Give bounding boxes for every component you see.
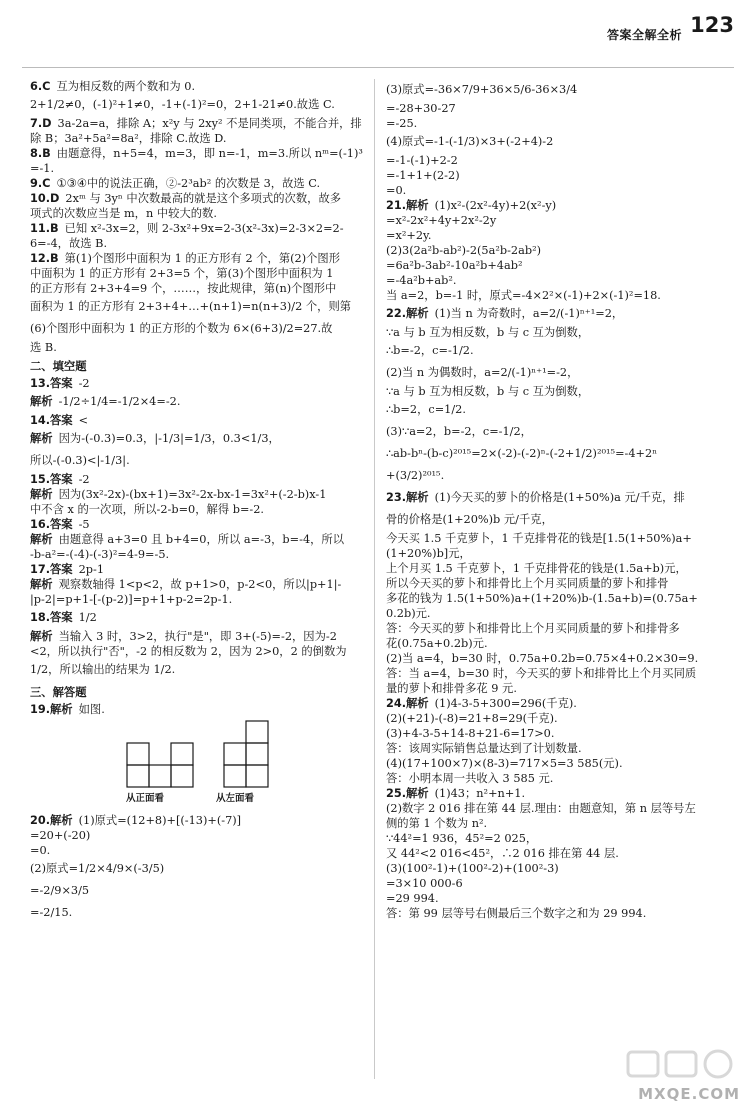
answer-text: 上个月买 1.5 千克萝卜，1 千克排骨花的钱是(1.5a+b)元， (386, 562, 687, 575)
answer-line (30, 281, 366, 296)
answer-line (386, 228, 722, 243)
answer-text: ∵44²=1 936，45²=2 025， (386, 832, 538, 845)
answer-text: 2xᵐ 与 3yⁿ 中次数最高的就是这个多项式的次数，故多 (65, 192, 342, 205)
answer-text: ∵a 与 b 互为相反数，b 与 c 互为倒数， (386, 326, 590, 339)
answer-line (30, 296, 366, 318)
answer-text: (4)(17+100×7)×(8-3)=717×5=3 585(元). (386, 757, 623, 770)
answer-text: =-28+30-27 (386, 102, 456, 115)
answer-label: 8.B (30, 147, 51, 160)
answer-text: 答：今天买的萝卜和排骨比上个月买同质量的萝卜和排骨多 (386, 622, 680, 635)
answer-text: 答：第 99 层等号右侧最后三个数字之和为 29 994. (386, 907, 647, 920)
answer-line (386, 861, 722, 876)
answer-line (386, 816, 722, 831)
answer-item (30, 562, 366, 577)
answer-line (30, 607, 366, 629)
answer-text: 花(0.75a+0.2b)元. (386, 637, 488, 650)
answer-line (386, 906, 722, 921)
answer-line (30, 391, 366, 413)
answer-text: 答：小明本周一共收入 3 585 元. (386, 772, 554, 785)
answer-line (386, 651, 722, 666)
answer-text: 6=-4，故选 B. (30, 237, 108, 250)
answer-text: 由题意得，n+5=4，m=3，即 n=-1，m=3.所以 nᵐ=(-1)³ (56, 147, 363, 160)
three-view-figure (30, 719, 366, 811)
answer-label: 17.答案 (30, 563, 73, 576)
answer-text: (2)(+21)-(-8)=21+8=29(千克). (386, 712, 558, 725)
answer-text: 当输入 3 时，3>2，执行"是"，即 3+(-5)=-2，因为-2 (58, 630, 337, 643)
answer-item (30, 413, 366, 428)
answer-line (30, 843, 366, 858)
page-number: 123 (690, 13, 734, 37)
section-answer: 三、解答题 (30, 686, 87, 699)
answer-line (386, 531, 722, 546)
answer-text: 1/2，所以输出的结果为 1/2. (30, 663, 176, 676)
answer-line (30, 472, 366, 487)
answer-label: 24.解析 (386, 697, 429, 710)
answer-label: 12.B (30, 252, 59, 265)
answer-text: < (78, 414, 89, 427)
answer-text: =-1+1+(2-2) (386, 169, 460, 182)
answer-item (30, 221, 366, 251)
answer-item (30, 607, 366, 629)
answer-line (30, 206, 366, 221)
answer-text: 如图. (78, 703, 105, 716)
answer-line (386, 726, 722, 741)
answer-item (386, 79, 722, 198)
answer-label: 23.解析 (386, 491, 429, 504)
answer-line (386, 666, 722, 681)
answer-line (30, 592, 366, 607)
answer-text: (1)43；n²+n+1. (434, 787, 526, 800)
answer-text: 2+1/2≠0，(-1)²+1≠0，-1+(-1)²=0，2+1-21≠0.故选 C. (30, 98, 335, 111)
answer-text: 面积为 1 的正方形有 2+3+4+…+(n+1)=n(n+3)/2 个，则第 (30, 300, 352, 313)
answer-text: 观察数轴得 1<p<2，故 p+1>0，p-2<0，所以|p+1|- (58, 578, 342, 591)
answer-label: 解析 (30, 578, 53, 591)
answer-text: =3×10 000-6 (386, 877, 463, 890)
answer-text: (1+20%)b]元， (386, 547, 471, 560)
answer-line (386, 831, 722, 846)
answer-line (30, 146, 366, 161)
answer-text: =-2/15. (30, 906, 73, 919)
answer-text: =20+(-20) (30, 829, 91, 842)
answer-text: (2)原式=1/2×4/9×(-3/5) (30, 862, 165, 875)
answer-line (386, 303, 722, 325)
answer-line (386, 487, 722, 509)
answer-text: ∴b=-2，c=-1/2. (386, 344, 474, 357)
answer-line (30, 702, 366, 717)
answer-item (30, 428, 366, 472)
answer-line (386, 696, 722, 711)
answer-text: =-25. (386, 117, 418, 130)
answer-text: 量的萝卜和排骨多花 9 元. (386, 682, 517, 695)
answer-line (386, 101, 722, 116)
answer-line (30, 858, 366, 880)
answer-text: 1/2 (78, 611, 97, 624)
answer-text: 因为(3x²-2x)-(bx+1)=3x²-2x-bx-1=3x²+(-2-b)x-1 (58, 488, 327, 501)
answer-text: 第(1)个图形中面积为 1 的正方形有 2 个，第(2)个图形 (64, 252, 341, 265)
answer-line (386, 213, 722, 228)
answer-label: 22.解析 (386, 307, 429, 320)
answer-line (30, 428, 366, 450)
answer-text: =-2/9×3/5 (30, 884, 90, 897)
answer-text: 因为-(-0.3)=0.3，|-1/3|=1/3，0.3<1/3， (58, 432, 280, 445)
answer-line (30, 318, 366, 340)
column-divider (374, 79, 375, 1079)
answer-line (386, 756, 722, 771)
answer-text: 互为相反数的两个数和为 0. (56, 80, 196, 93)
answer-line (30, 94, 366, 116)
answer-label: 9.C (30, 177, 51, 190)
answer-line (30, 487, 366, 502)
answer-line (386, 771, 722, 786)
answer-text: 已知 x²-3x=2，则 2-3x²+9x=2-3(x²-3x)=2-3×2=2- (64, 222, 344, 235)
answer-text: (1)x²-(2x²-4y)+2(x²-y) (434, 199, 557, 212)
answer-label: 解析 (30, 630, 53, 643)
answer-label: 11.B (30, 222, 59, 235)
answer-line (386, 399, 722, 421)
answer-item (30, 79, 366, 116)
answer-item (386, 487, 722, 696)
front-view-drawing (126, 719, 202, 789)
answer-text: ∵a 与 b 互为相反数，b 与 c 互为倒数， (386, 385, 590, 398)
answer-line (30, 266, 366, 281)
answer-line (386, 153, 722, 168)
answer-line (386, 340, 722, 362)
answer-line (386, 876, 722, 891)
right-items (386, 79, 722, 921)
answer-line (386, 636, 722, 651)
solution-20 (30, 813, 366, 924)
answer-label: 解析 (30, 488, 53, 501)
answer-line (386, 116, 722, 131)
answer-item (30, 517, 366, 532)
header-rule (22, 67, 734, 68)
answer-label: 解析 (30, 533, 53, 546)
answer-text: (1)4-3-5+300=296(千克). (434, 697, 577, 710)
answer-line (386, 362, 722, 384)
answer-text: 中不含 x 的一次项，所以-2-b=0，解得 b=-2. (30, 503, 265, 516)
answer-line (30, 828, 366, 843)
answer-text: (3)(100²-1)+(100²-2)+(100²-3) (386, 862, 559, 875)
answer-line (386, 258, 722, 273)
answer-label: 19.解析 (30, 703, 73, 716)
answer-text: =x²+2y. (386, 229, 432, 242)
answer-text: =-1-(-1)+2-2 (386, 154, 458, 167)
answer-line (30, 450, 366, 472)
left-view-drawing (216, 719, 276, 789)
answer-text: -1/2÷1/4=-1/2×4=-2. (58, 395, 181, 408)
answer-text: 骨的价格是(1+20%)b 元/千克， (386, 513, 553, 526)
answer-line (386, 606, 722, 621)
answer-line (386, 168, 722, 183)
answer-text: +(3/2)²⁰¹⁵. (386, 469, 445, 482)
answer-line (386, 891, 722, 906)
answer-text: 又 44²<2 016<45²，∴2 016 排在第 44 层. (386, 847, 619, 860)
answer-item (386, 198, 722, 303)
answer-line (386, 288, 722, 303)
answer-item (30, 176, 366, 191)
answer-text: 的正方形有 2+3+4=9 个，……，按此规律，第(n)个图形中 (30, 282, 337, 295)
answer-line (386, 421, 722, 443)
answer-line (30, 251, 366, 266)
answer-label: 解析 (30, 395, 53, 408)
answer-line (30, 547, 366, 562)
answer-text: 答：该周实际销售总量达到了计划数量. (386, 742, 582, 755)
answer-line (30, 376, 366, 391)
answer-text: 多花的钱为 1.5(1+50%)a+(1+20%)b-(1.5a+b)=(0.75a+ (386, 592, 698, 605)
front-view-caption: 从正面看 (126, 793, 165, 804)
answer-item (30, 577, 366, 607)
answer-item (386, 786, 722, 921)
answer-text: 答：当 a=4，b=30 时，今天买的萝卜和排骨比上个月买同质 (386, 667, 697, 680)
answer-line (386, 801, 722, 816)
answer-line (386, 591, 722, 606)
answer-line (386, 546, 722, 561)
answer-item (30, 116, 366, 146)
answer-text: (4)原式=-1-(-1/3)×3+(-2+4)-2 (386, 135, 554, 148)
page-header (0, 14, 750, 44)
answer-line (30, 577, 366, 592)
answer-line (30, 813, 366, 828)
answer-text: (3)原式=-36×7/9+36×5/6-36×3/4 (386, 83, 578, 96)
answer-text: ∴ab-bⁿ-(b-c)²⁰¹⁵=2×(-2)-(-2)ⁿ-(-2+1/2)²⁰¹⁵=-4+2ⁿ (386, 447, 658, 460)
answer-text: (1)原式=(12+8)+[(-13)+(-7)] (78, 814, 242, 827)
answer-line (386, 786, 722, 801)
answer-line (30, 532, 366, 547)
fill-blank-items (30, 376, 366, 681)
answer-text: 选 B. (30, 341, 57, 354)
answer-line (386, 561, 722, 576)
answer-line (386, 711, 722, 726)
answer-text: 中面积为 1 的正方形有 2+3=5 个，第(3)个图形中面积为 1 (30, 267, 334, 280)
answer-line (30, 502, 366, 517)
answer-text: (6)个图形中面积为 1 的正方形的个数为 6×(6+3)/2=27.故 (30, 322, 333, 335)
answer-line (30, 191, 366, 206)
answer-line (386, 576, 722, 591)
answer-line (386, 325, 722, 340)
answer-line (30, 880, 366, 902)
answer-label: 25.解析 (386, 787, 429, 800)
answer-item (30, 629, 366, 681)
answer-text: (3)∵a=2，b=-2，c=-1/2， (386, 425, 532, 438)
answer-item (30, 472, 366, 487)
answer-line (386, 443, 722, 465)
answer-label: 16.答案 (30, 518, 73, 531)
answer-line (386, 243, 722, 258)
answer-item (30, 813, 366, 924)
answer-line (30, 161, 366, 176)
answer-text: ①③④中的说法正确，②-2³ab² 的次数是 3，故选 C. (56, 177, 321, 190)
answer-line (30, 236, 366, 251)
answer-text: 3a-2a=a，排除 A；x²y 与 2xy² 不是同类项，不能合并，排 (57, 117, 362, 130)
answer-item (30, 146, 366, 176)
answer-line (386, 183, 722, 198)
answer-line (30, 340, 366, 355)
answer-item (386, 696, 722, 786)
answer-text: (2)当 n 为偶数时，a=2/(-1)ⁿ⁺¹=-2， (386, 366, 579, 379)
answer-line (386, 509, 722, 531)
answer-line (386, 273, 722, 288)
answer-text: =-1. (30, 162, 55, 175)
answer-line (386, 384, 722, 399)
answer-line (30, 116, 366, 131)
answer-text: 当 a=2，b=-1 时，原式=-4×2²×(-1)+2×(-1)²=18. (386, 289, 661, 302)
answer-line (30, 221, 366, 236)
left-view-caption: 从左面看 (216, 793, 255, 804)
answer-text: (1)当 n 为奇数时，a=2/(-1)ⁿ⁺¹=2， (434, 307, 624, 320)
answer-text: =x²-2x²+4y+2x²-2y (386, 214, 497, 227)
answer-line (386, 465, 722, 487)
answer-text: 今天买 1.5 千克萝卜，1 千克排骨花的钱是[1.5(1+50%)a+ (386, 532, 692, 545)
answer-line (30, 659, 366, 681)
answer-line (30, 562, 366, 577)
answer-line (386, 741, 722, 756)
answer-text: (2)当 a=4，b=30 时，0.75a+0.2b=0.75×4+0.2×30=9. (386, 652, 699, 665)
answer-label: 7.D (30, 117, 52, 130)
answer-text: |p-2|=p+1-[-(p-2)]=p+1+p-2=2p-1. (30, 593, 233, 606)
answer-text: 0.2b)元. (386, 607, 431, 620)
answer-line (386, 79, 722, 101)
answer-text: 除 B；3a²+5a²=8a²，排除 C.故选 D. (30, 132, 227, 145)
answer-label: 21.解析 (386, 199, 429, 212)
answer-text: 侧的第 1 个数为 n². (386, 817, 488, 830)
answer-text: =0. (30, 844, 51, 857)
answer-label: 解析 (30, 432, 53, 445)
answer-item (30, 251, 366, 355)
answer-text: -b-a²=-(-4)-(-3)²=4-9=-5. (30, 548, 170, 561)
answer-line (386, 846, 722, 861)
answer-line (30, 413, 366, 428)
answer-line (30, 176, 366, 191)
answer-text: =6a²b-3ab²-10a²b+4ab² (386, 259, 523, 272)
answer-text: (1)今天买的萝卜的价格是(1+50%)a 元/千克，排 (434, 491, 685, 504)
answer-line (386, 621, 722, 636)
answer-text: <2，所以执行"否"，-2 的相反数为 2，因为 2>0，2 的倒数为 (30, 645, 347, 658)
answer-label: 10.D (30, 192, 60, 205)
answer-item (30, 487, 366, 517)
answer-text: (2)3(2a²b-ab²)-2(5a²b-2ab²) (386, 244, 542, 257)
answer-text: =0. (386, 184, 407, 197)
answer-text: ∴b=2，c=1/2. (386, 403, 466, 416)
answer-line (386, 198, 722, 213)
right-column (386, 79, 722, 1089)
answer-text: (2)数字 2 016 排在第 44 层.理由：由题意知，第 n 层等号左 (386, 802, 696, 815)
answer-text: -5 (78, 518, 90, 531)
answer-text: 所以今天买的萝卜和排骨比上个月买同质量的萝卜和排骨 (386, 577, 669, 590)
book-brand: 答案全解全析 (606, 28, 682, 42)
answer-text: -2 (78, 377, 90, 390)
answer-label: 13.答案 (30, 377, 73, 390)
answer-label: 20.解析 (30, 814, 73, 827)
answer-label: 18.答案 (30, 611, 73, 624)
answer-label: 14.答案 (30, 414, 73, 427)
answer-label: 6.C (30, 80, 51, 93)
section-fill-blank: 二、填空题 (30, 360, 87, 373)
answer-line (30, 644, 366, 659)
answer-text: 项式的次数应当是 m，n 中较大的数. (30, 207, 217, 220)
answer-text: -2 (78, 473, 90, 486)
answer-item (30, 376, 366, 391)
answer-item (386, 303, 722, 487)
answer-line (386, 681, 722, 696)
answer-text: 由题意得 a+3=0 且 b+4=0，所以 a=-3，b=-4，所以 (58, 533, 345, 546)
answer-text: 所以-(-0.3)<|-1/3|. (30, 454, 130, 467)
answer-line (30, 629, 366, 644)
answer-items (30, 702, 366, 717)
answer-line (30, 517, 366, 532)
answer-line (30, 131, 366, 146)
left-column (30, 79, 366, 1089)
answer-item (30, 532, 366, 562)
answer-text: 2p-1 (78, 563, 105, 576)
answer-item (30, 391, 366, 413)
answer-text: (3)+4-3-5+14-8+21-6=17>0. (386, 727, 555, 740)
answer-label: 15.答案 (30, 473, 73, 486)
answer-line (30, 79, 366, 94)
answer-line (30, 902, 366, 924)
answer-item (30, 191, 366, 221)
answer-text: =-4a²b+ab². (386, 274, 457, 287)
watermark-text: MXQE.COM (638, 1085, 740, 1103)
answer-text: =29 994. (386, 892, 439, 905)
answer-line (386, 131, 722, 153)
left-items (30, 79, 366, 355)
answer-item (30, 702, 366, 717)
